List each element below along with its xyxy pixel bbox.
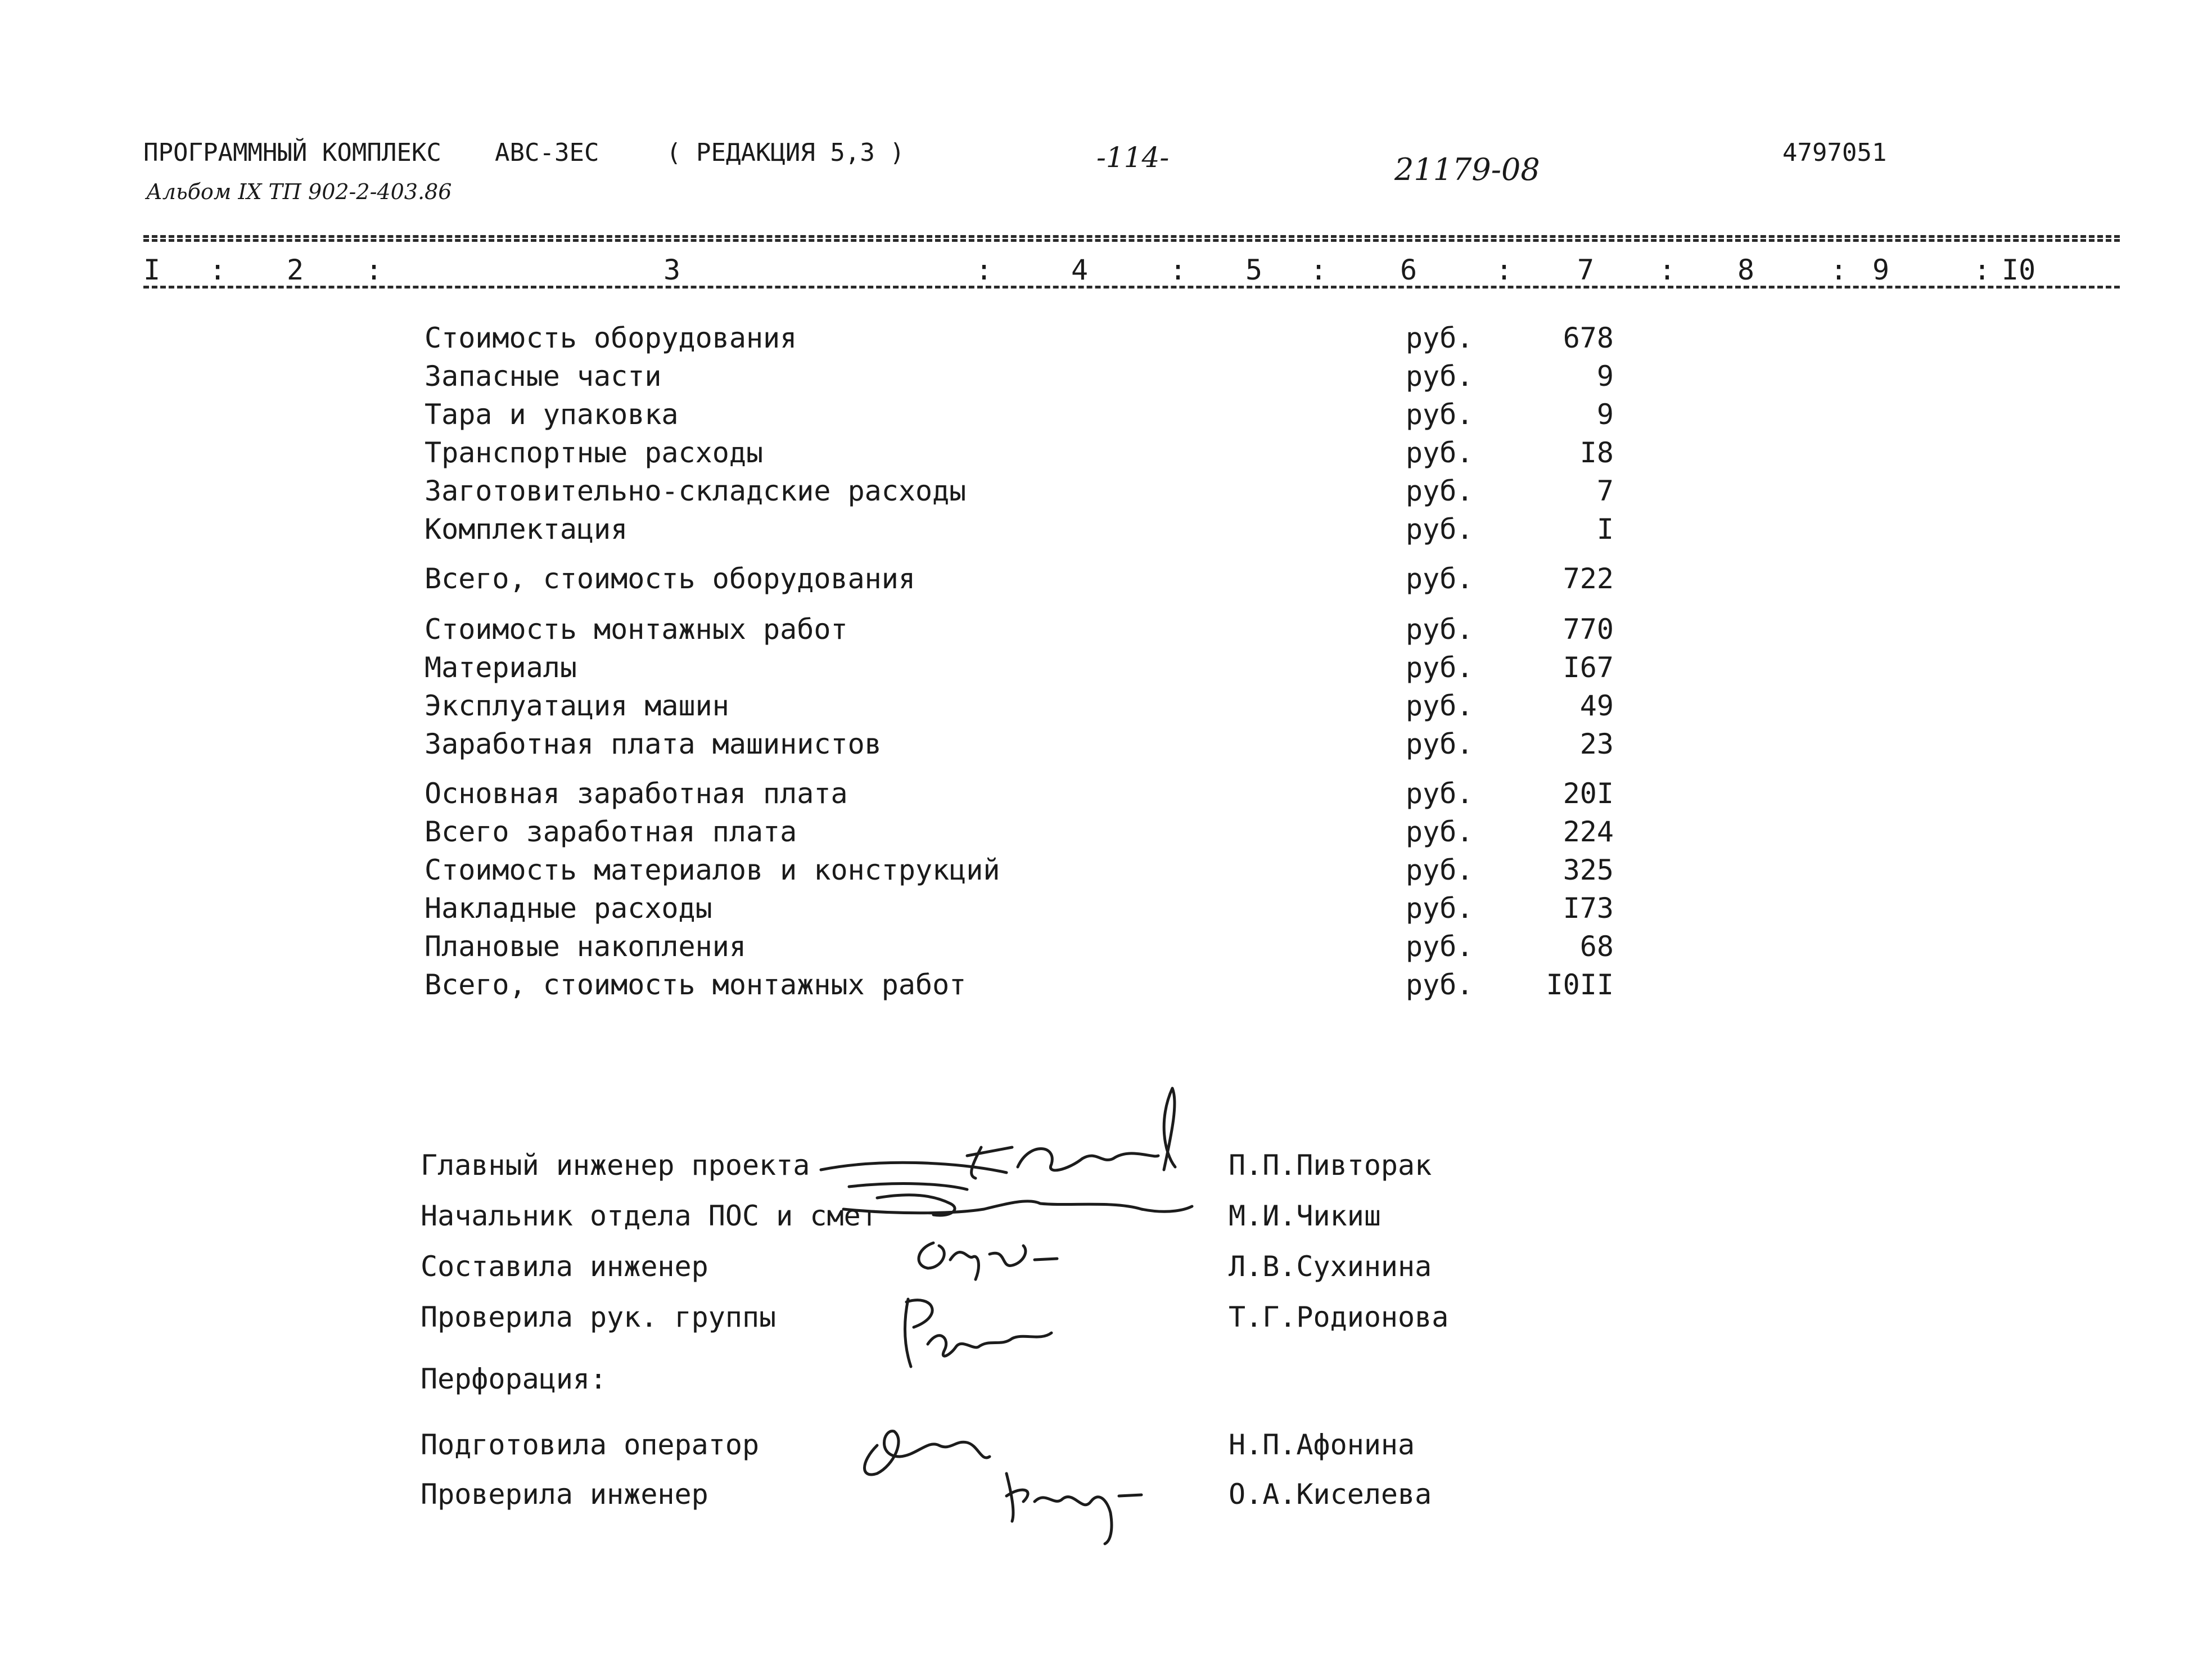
row-unit: руб. (1406, 728, 1474, 760)
edition: ( РЕДАКЦИЯ 5,3 ) (666, 138, 905, 167)
signature-kiseleva (1006, 1473, 1141, 1544)
row-value: 68 (1579, 930, 1614, 963)
column-number: 6 (1400, 254, 1418, 286)
column-number: 2 (287, 254, 304, 286)
row-label: Эксплуатация машин (425, 689, 729, 722)
column-separator: : (1310, 254, 1328, 286)
row-label: Материалы (425, 651, 577, 684)
row-value: 9 (1596, 398, 1614, 431)
row-unit: руб. (1406, 930, 1474, 963)
row-value: 722 (1563, 562, 1614, 595)
row-value: 23 (1579, 728, 1614, 760)
row-value: I73 (1563, 892, 1614, 925)
column-separator: : (1974, 254, 1991, 286)
row-unit: руб. (1406, 854, 1474, 886)
row-value: 7 (1596, 475, 1614, 507)
row-label: Комплектация (425, 513, 628, 546)
row-unit: руб. (1406, 398, 1474, 431)
row-unit: руб. (1406, 513, 1474, 546)
row-label: Стоимость материалов и конструкций (425, 854, 1000, 886)
row-value: 49 (1579, 689, 1614, 722)
project-code: 21179-08 (1394, 152, 1540, 187)
signature-chikish (843, 1184, 1192, 1215)
row-value: 325 (1563, 854, 1614, 886)
row-label: Транспортные расходы (425, 436, 764, 469)
row-label: Запасные части (425, 360, 662, 393)
row-label: Стоимость монтажных работ (425, 613, 848, 646)
column-separator: : (209, 254, 227, 286)
column-number: 9 (1872, 254, 1890, 286)
row-unit: руб. (1406, 322, 1474, 354)
signer-role: Подготовила оператор (421, 1428, 760, 1461)
row-value: I67 (1563, 651, 1614, 684)
column-number: 8 (1737, 254, 1755, 286)
signer-role: Перфорация: (421, 1363, 607, 1395)
album-note: Альбом IX ТП 902-2-403.86 (146, 179, 452, 204)
row-unit: руб. (1406, 689, 1474, 722)
row-label: Тара и упаковка (425, 398, 679, 431)
column-separator: : (976, 254, 993, 286)
row-value: 678 (1563, 322, 1614, 354)
row-value: I (1596, 513, 1614, 546)
row-label: Всего, стоимость оборудования (425, 562, 915, 595)
signer-role: Главный инженер проекта (421, 1149, 810, 1182)
column-number: 5 (1245, 254, 1263, 286)
row-unit: руб. (1406, 613, 1474, 646)
column-number: 4 (1071, 254, 1089, 286)
signer-name: П.П.Пивторак (1229, 1149, 1432, 1182)
row-unit: руб. (1406, 475, 1474, 507)
system-name: АВС-3ЕС (495, 138, 599, 167)
column-number: I0 (2002, 254, 2036, 286)
row-value: I8 (1579, 436, 1614, 469)
column-number: I (143, 254, 161, 286)
signature-pivtorak (821, 1088, 1175, 1178)
row-value: 20I (1563, 777, 1614, 810)
column-separator: : (1659, 254, 1676, 286)
document-number: 4797051 (1782, 138, 1887, 167)
row-value: I0II (1546, 968, 1614, 1001)
row-label: Накладные расходы (425, 892, 712, 925)
signer-name: Т.Г.Родионова (1229, 1301, 1449, 1333)
row-label: Всего заработная плата (425, 815, 797, 848)
signer-role: Составила инженер (421, 1250, 708, 1283)
signer-name: Н.П.Афонина (1229, 1428, 1415, 1461)
page-number: -114- (1096, 141, 1170, 174)
signer-name: М.И.Чикиш (1229, 1200, 1381, 1232)
row-label: Заработная плата машинистов (425, 728, 882, 760)
row-unit: руб. (1406, 562, 1474, 595)
column-separator: : (1496, 254, 1513, 286)
signer-role: Проверила рук. группы (421, 1301, 777, 1333)
column-number: 7 (1577, 254, 1595, 286)
row-unit: руб. (1406, 651, 1474, 684)
row-label: Плановые накопления (425, 930, 746, 963)
row-value: 9 (1596, 360, 1614, 393)
signer-name: Л.В.Сухинина (1229, 1250, 1432, 1283)
row-unit: руб. (1406, 777, 1474, 810)
row-unit: руб. (1406, 436, 1474, 469)
column-separator: : (365, 254, 383, 286)
row-label: Стоимость оборудования (425, 322, 797, 354)
column-separator: : (1830, 254, 1848, 286)
signature-rodionova (905, 1299, 1051, 1367)
row-unit: руб. (1406, 968, 1474, 1001)
row-label: Основная заработная плата (425, 777, 848, 810)
row-value: 770 (1563, 613, 1614, 646)
column-number: 3 (663, 254, 681, 286)
row-unit: руб. (1406, 892, 1474, 925)
signature-sukhinina (919, 1243, 1057, 1279)
row-unit: руб. (1406, 815, 1474, 848)
signer-name: О.А.Киселева (1229, 1478, 1432, 1511)
row-label: Заготовительно-складские расходы (425, 475, 967, 507)
signature-afonina (865, 1431, 990, 1475)
column-separator: : (1170, 254, 1187, 286)
row-value: 224 (1563, 815, 1614, 848)
signer-role: Начальник отдела ПОС и смет (421, 1200, 878, 1232)
program-name: ПРОГРАММНЫЙ КОМПЛЕКС (143, 138, 441, 167)
signer-role: Проверила инженер (421, 1478, 708, 1511)
row-label: Всего, стоимость монтажных работ (425, 968, 967, 1001)
row-unit: руб. (1406, 360, 1474, 393)
